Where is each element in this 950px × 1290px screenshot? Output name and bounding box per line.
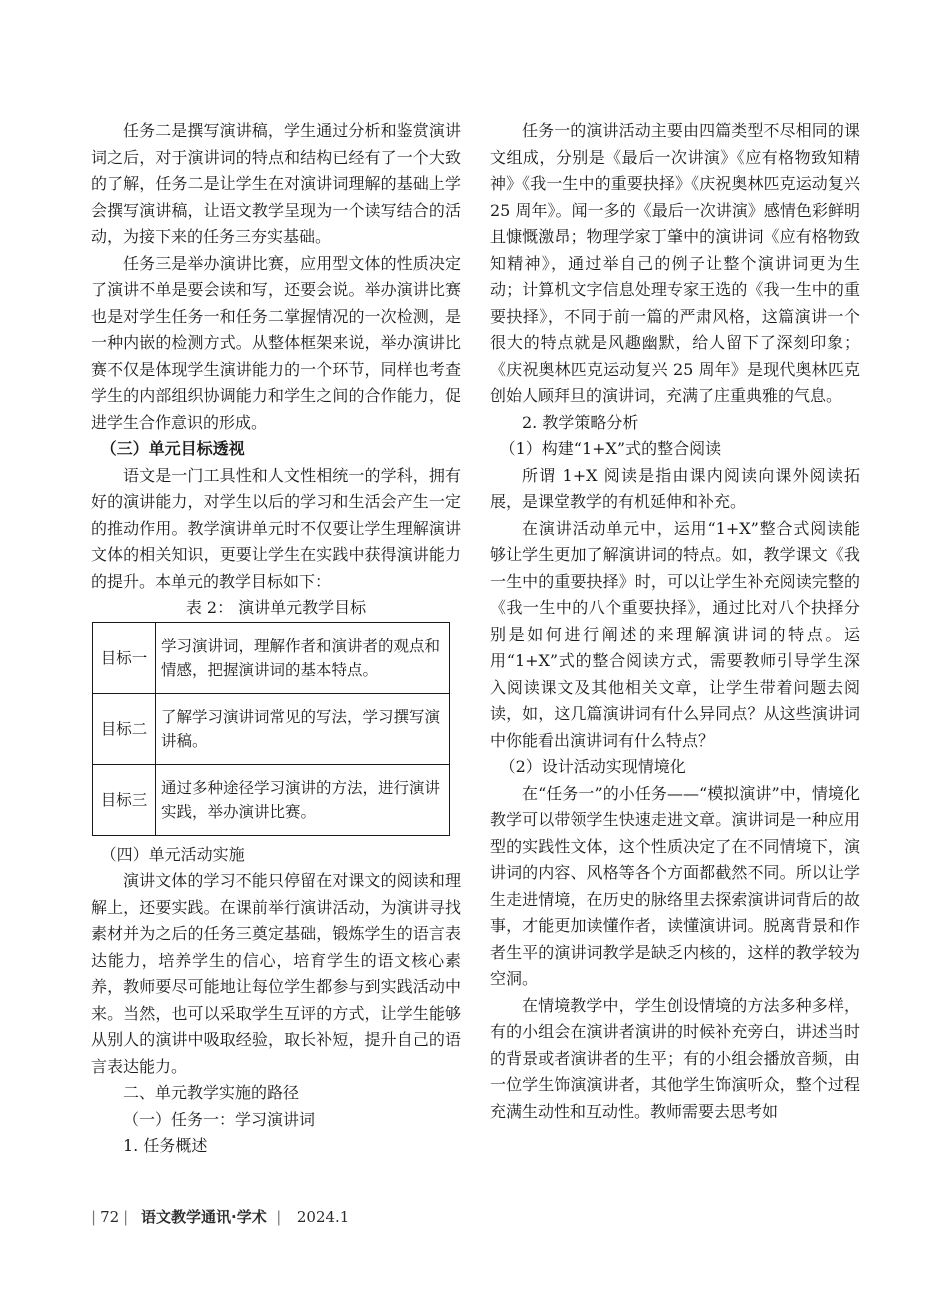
left-column: [91, 118, 461, 1160]
section-heading: 2. 教学策略分析: [522, 412, 639, 432]
right-column: [490, 118, 860, 1125]
goal-name: 目标二: [93, 693, 156, 764]
goal-description: 了解学习演讲词常见的写法，学习撰写演讲稿。: [156, 693, 450, 764]
section-heading: 1. 任务概述: [123, 1136, 208, 1155]
page-number: 72: [100, 1208, 120, 1226]
goal-description: 通过多种途径学习演讲的方法，进行演讲实践，举办演讲比赛。: [156, 764, 450, 835]
magazine-name: 语文教学通讯·学术: [141, 1208, 267, 1226]
paragraph: 在情境教学中，学生创设情境的方法多种多样，有的小组会在演讲者演讲的时候补充旁白，讲述当时的背景或者演讲者的生平；有的小组会播放音频，由一位学生饰演演讲者，其他学生饰演听众，整个过程充满生动性和互动性。教师需要去思考如: [490, 995, 860, 1121]
section-heading: （四）单元活动实施: [100, 844, 245, 864]
table-row: [93, 693, 450, 764]
section-heading: （2）设计活动实现情境化: [499, 757, 686, 776]
paragraph: 演讲文体的学习不能只停留在对课文的阅读和理解上，还要实践。在课前举行演讲活动，为演讲寻找素材并为之后的任务三奠定基础，锻炼学生的语言表达能力，培养学生的信心，培育学生的语文核心素养，教师要尽可能地让每位学生都参与到实践活动中来。当然，也可以采取学生互评的方式，让学生能够从别人的演讲中吸取经验，取长补短，提升自己的语言表达能力。: [91, 871, 461, 1076]
paragraph: 任务二是撰写演讲稿，学生通过分析和鉴赏演讲词之后，对于演讲词的特点和结构已经有了一个大致的了解，任务二是让学生在对演讲词理解的基础上学会撰写演讲稿，让语文教学呈现为一个读写结合的活动，为接下来的任务三夯实基础。: [91, 121, 461, 246]
section-heading: 二、单元教学实施的路径: [123, 1083, 300, 1102]
goals-table: [92, 622, 450, 836]
footer-divider: |: [123, 1208, 129, 1226]
table-row: [93, 622, 450, 693]
section-heading: （一）任务一：学习演讲词: [123, 1109, 316, 1129]
footer-divider: |: [91, 1208, 97, 1226]
goal-description: 学习演讲词，理解作者和演讲者的观点和情感，把握演讲词的基本特点。: [156, 622, 450, 693]
paragraph: 语文是一门工具性和人文性相统一的学科，拥有好的演讲能力，对学生以后的学习和生活会产生一定的推动作用。教学演讲单元时不仅要让学生理解演讲文体的相关知识，更要让学生在实践中获得演讲能力的提升。本单元的教学目标如下：: [91, 465, 461, 591]
goal-name: 目标一: [93, 622, 156, 693]
paragraph: 所谓 1+X 阅读是指由课内阅读向课外阅读拓展，是课堂教学的有机延伸和补充。: [490, 465, 860, 511]
section-heading: （1）构建“1+X”式的整合阅读: [499, 439, 722, 458]
paragraph: 任务三是举办演讲比赛，应用型文体的性质决定了演讲不单是要会读和写，还要会说。举办演讲比赛也是对学生任务一和任务二掌握情况的一次检测，是一种内嵌的检测方式。从整体框架来说，举办演讲比赛不仅是体现学生演讲能力的一个环节，同样也考查学生的内部组织协调能力和学生之间的合作能力，促进学生合作意识的形成。: [91, 253, 461, 432]
issue-number: 2024.1: [296, 1208, 350, 1226]
section-heading: （三）单元目标透视: [100, 439, 245, 458]
footer-divider: |: [271, 1208, 287, 1226]
paragraph: 在演讲活动单元中，运用“1+X”整合式阅读能够让学生更加了解演讲词的特点。如，教学课文《我一生中的重要抉择》时，可以让学生补充阅读完整的《我一生中的八个重要抉择》，通过比对八个抉择分别是如何进行阐述的来理解演讲词的特点。运用“1+X”式的整合阅读方式，需要教师引导学生深入阅读课文及其他相关文章，让学生带着问题去阅读，如，这几篇演讲词有什么异同点？从这些演讲词中你能看出演讲词有什么特点？: [490, 518, 860, 750]
page-footer: [91, 1206, 349, 1227]
paragraph: 在“任务一”的小任务——“模拟演讲”中，情境化教学可以带领学生快速走进文章。演讲词是一种应用型的实践性文体，这个性质决定了在不同情境下，演讲词的内容、风格等各个方面都截然不同。所以让学生走进情境，在历史的脉络里去探索演讲词背后的故事，才能更加读懂作者，读懂演讲词。脱离背景和作者生平的演讲词教学是缺乏内核的，这样的教学较为空洞。: [490, 783, 860, 988]
table-caption: 表 2： 演讲单元教学目标: [185, 598, 367, 617]
paragraph: 任务一的演讲活动主要由四篇类型不尽相同的课文组成，分别是《最后一次讲演》《应有格物致知精神》《我一生中的重要抉择》《庆祝奥林匹克运动复兴 25 周年》。闻一多的《最后一次讲演》感情色彩鲜明且慷慨激昂；物理学家丁肇中的演讲词《应有格物致知精神》，通过举自己的例子让整个演讲词更为生动；计算机文字信息处理专家王选的《我一生中的重要抉择》，不同于前一篇的严肃风格，这篇演讲一个很大的特点就是风趣幽默，给人留下了深刻印象；《庆祝奥林匹克运动复兴 25 周年》是现代奥林匹克创始人顾拜旦的演讲词，充满了庄重典雅的气息。: [490, 121, 860, 405]
goal-name: 目标三: [93, 764, 156, 835]
table-row: [93, 764, 450, 835]
